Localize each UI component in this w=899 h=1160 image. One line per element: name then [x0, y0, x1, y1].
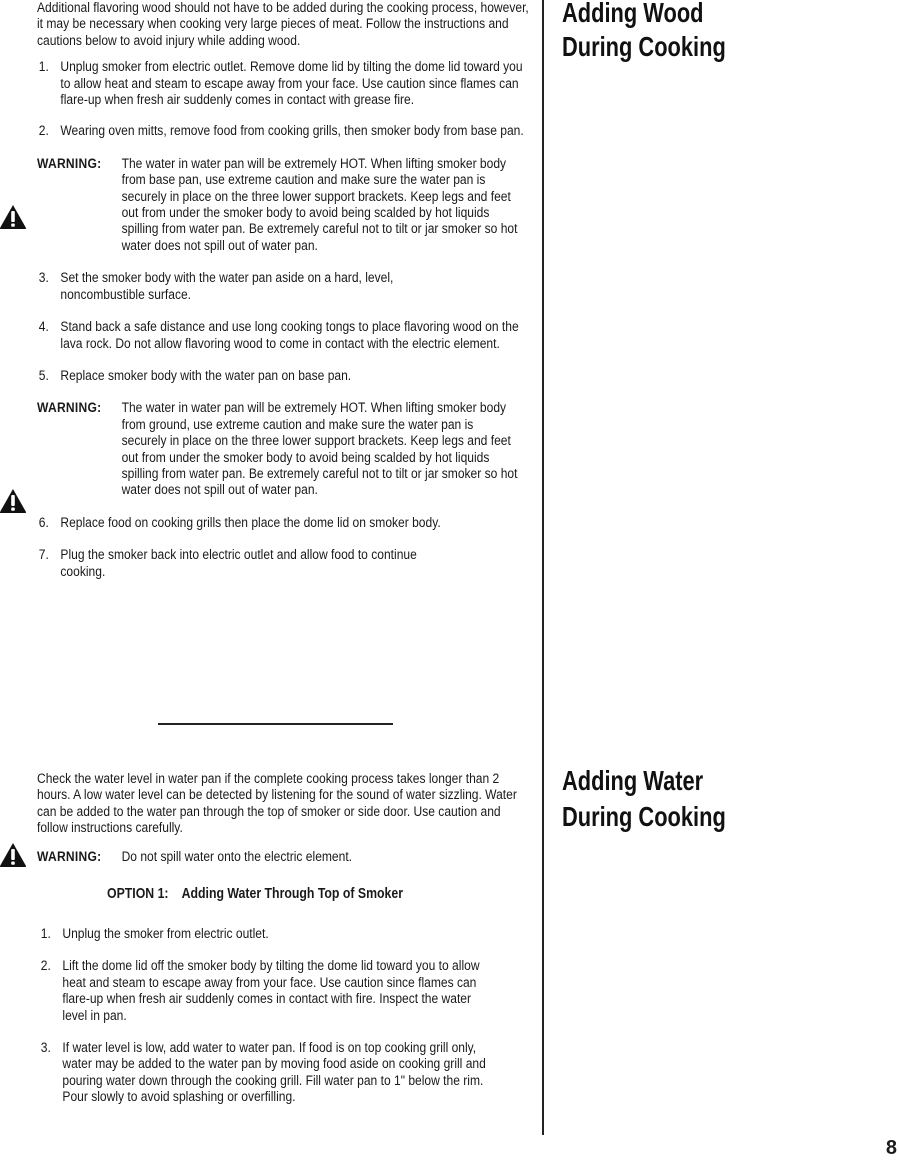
list-item: 7. Plug the smoker back into electric outlet and allow food to continue cooking. — [38, 547, 417, 579]
list-item: 4. Stand back a safe distance and use long cooking tongs to place flavoring wood on the lava rock. Do not allow flavoring wood to come in contact with the electric element. — [38, 319, 519, 351]
adding-wood-intro: Additional flavoring wood should not have to be added during the cooking process, however, it may be necessary when cooking very large pieces of meat. Follow the instructions and cautions below to avoid injury while adding wood. — [37, 0, 529, 48]
section-divider-rule — [158, 723, 393, 725]
adding-water-intro: Check the water level in water pan if the complete cooking process takes longer than 2 hours. A low water level can be detected by listening for the sound of water sizzling. Water can be added to the water pan through the top of smoker or side door. Use caution and follow instructions carefully. — [37, 771, 517, 836]
warning-block: WARNING: Do not spill water onto the electric element. — [37, 848, 353, 864]
list-item: 1. Unplug smoker from electric outlet. Remove dome lid by tilting the dome lid toward you to allow heat and steam to escape away from your face. Use caution since flames can flare-up when fresh air suddenly comes in contact with grease fire. — [38, 59, 523, 108]
column-divider — [542, 0, 544, 1135]
list-item: 3. Set the smoker body with the water pan aside on a hard, level, noncombustible surface. — [38, 270, 394, 302]
list-item: 6. Replace food on cooking grills then place the dome lid on smoker body. — [38, 514, 441, 530]
adding-water-steps — [39, 926, 535, 1106]
warning-icon — [0, 204, 27, 230]
adding-water-heading: Adding Water During Cooking — [562, 765, 726, 832]
adding-wood-text — [37, 0, 533, 580]
page-number: 8 — [885, 1137, 897, 1159]
warning-block: WARNING: The water in water pan will be extremely HOT. When lifting smoker body from ground, use extreme caution and make sure the water pan is securely in place on the three lower support brackets. Keep legs and feet out from under the smoker body to avoid being scalded by hot liquids spilling from water pan. Be extremely careful not to tilt or jar smoker so hot water does not spill out of water pan. — [37, 400, 518, 498]
option-heading: OPTION 1: Adding Water Through Top of Smoker — [107, 885, 404, 902]
list-item: 2. Wearing oven mitts, remove food from cooking grills, then smoker body from base pan. — [38, 123, 524, 139]
list-item: 3. If water level is low, add water to water pan. If food is on top cooking grill only, water may be added to the water pan by moving food aside on cooking grill and pouring water down through the cooking grill. Fill water pan to 1" below the rim. Pour slowly to avoid splashing or overfilling. — [40, 1040, 486, 1105]
list-item: 1. Unplug the smoker from electric outlet. — [40, 926, 269, 941]
warning-icon — [0, 488, 27, 514]
adding-water-text — [37, 771, 533, 865]
warning-icon — [0, 842, 27, 868]
adding-wood-heading: Adding Wood During Cooking — [562, 0, 726, 62]
list-item: 2. Lift the dome lid off the smoker body by tilting the dome lid toward you to allow heat and steam to escape away from your face. Use caution since flames can flare-up when fresh air suddenly comes in contact with fire. Inspect the water level in pan. — [40, 958, 480, 1023]
warning-block: WARNING: The water in water pan will be extremely HOT. When lifting smoker body from base pan, use extreme caution and make sure the water pan is securely in place on the three lower support brackets. Keep legs and feet out from under the smoker body to avoid being scalded by hot liquids spilling from water pan. Be extremely careful not to tilt or jar smoker so hot water does not spill out of water pan. — [37, 155, 518, 253]
list-item: 5. Replace smoker body with the water pan on base pan. — [38, 367, 352, 383]
